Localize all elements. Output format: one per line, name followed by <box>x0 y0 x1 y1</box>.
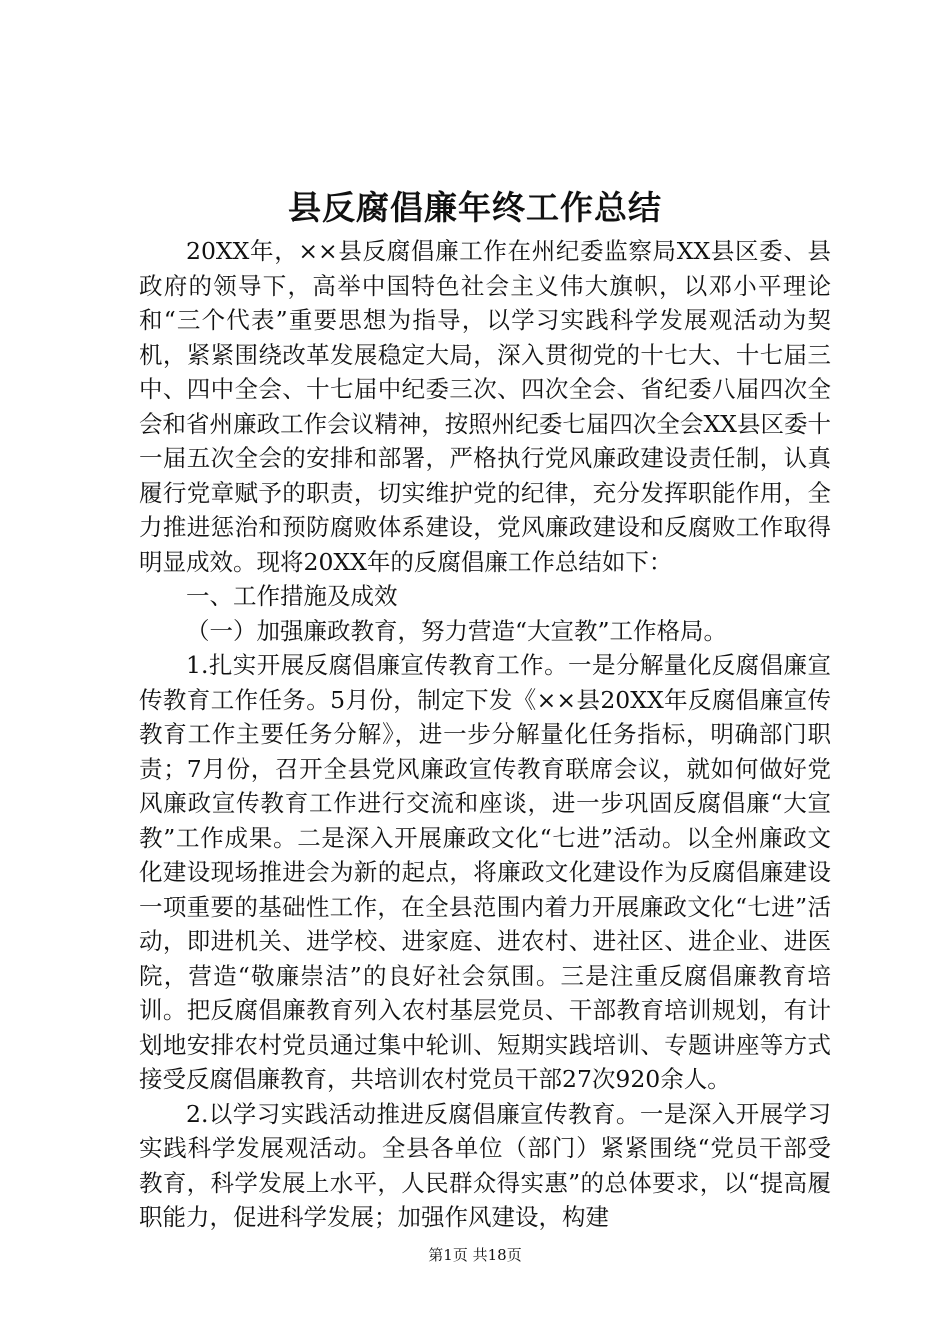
page-number-footer: 第1页 共18页 <box>428 1246 522 1264</box>
paragraph-item-1: 1.扎实开展反腐倡廉宣传教育工作。一是分解量化反腐倡廉宣传教育工作任务。5月份，制定下发《××县20XX年反腐倡廉宣传教育工作主要任务分解》，进一步分解量化任务指标，明确部门职责；7月份，召开全县党风廉政宣传教育联席会议，就如何做好党风廉政宣传教育工作进行交流和座谈，进一步巩固反腐倡廉“大宣教”工作成果。二是深入开展廉政文化“七进”活动。以全州廉政文化建设现场推进会为新的起点，将廉政文化建设作为反腐倡廉建设一项重要的基础性工作，在全县范围内着力开展廉政文化“七进”活动，即进机关、进学校、进家庭、进农村、进社区、进企业、进医院，营造“敬廉崇洁”的良好社会氛围。三是注重反腐倡廉教育培训。把反腐倡廉教育列入农村基层党员、干部教育培训规划，有计划地安排农村党员通过集中轮训、短期实践培训、专题讲座等方式接受反腐倡廉教育，共培训农村党员干部27次920余人。 <box>139 651 831 1093</box>
paragraph-intro: 20XX年，××县反腐倡廉工作在州纪委监察局XX县区委、县政府的领导下，高举中国特色社会主义伟大旗帜，以邓小平理论和“三个代表”重要思想为指导，以学习实践科学发展观活动为契机，紧紧围绕改革发展稳定大局，深入贯彻党的十七大、十七届三中、四中全会、十七届中纪委三次、四次全会、省纪委八届四次全会和省州廉政工作会议精神，按照州纪委七届四次全会XX县区委十一届五次全会的安排和部署，严格执行党风廉政建设责任制，认真履行党章赋予的职责，切实维护党的纪律，充分发挥职能作用，全力推进惩治和预防腐败体系建设，党风廉政建设和反腐败工作取得明显成效。现将20XX年的反腐倡廉工作总结如下： <box>139 237 831 576</box>
paragraph-item-2: 2.以学习实践活动推进反腐倡廉宣传教育。一是深入开展学习实践科学发展观活动。全县各单位（部门）紧紧围绕“党员干部受教育，科学发展上水平，人民群众得实惠”的总体要求，以“提高履职能力，促进科学发展；加强作风建设，构建 <box>139 1099 831 1231</box>
subsection-heading: （一）加强廉政教育，努力营造“大宣教”工作格局。 <box>186 616 728 645</box>
document-body <box>139 234 831 1235</box>
document-title: 县反腐倡廉年终工作总结 <box>288 188 662 227</box>
section-heading: 一、工作措施及成效 <box>186 582 398 610</box>
